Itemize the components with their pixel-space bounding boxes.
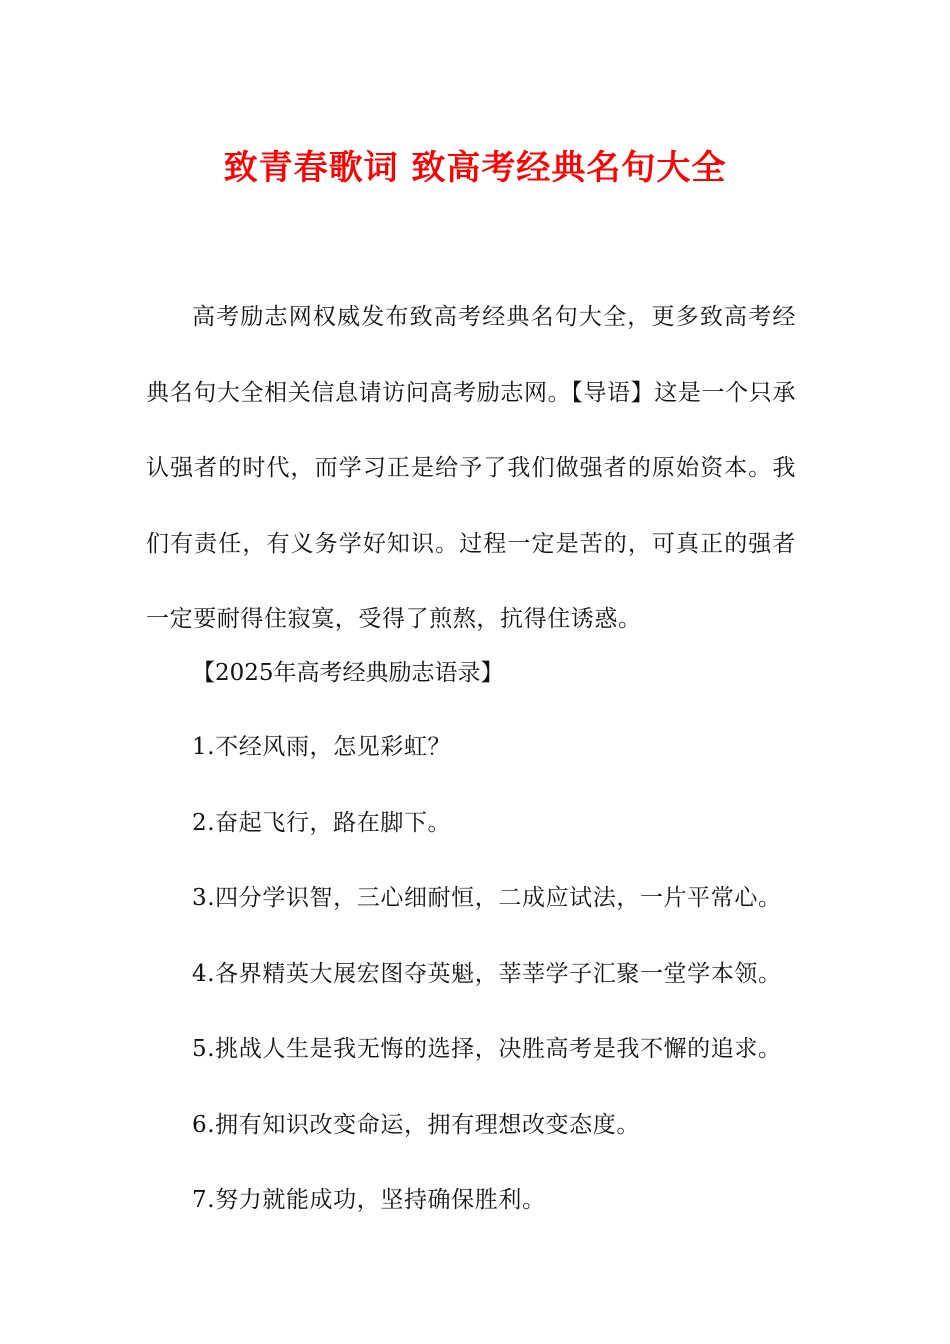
quote-list: [192, 724, 782, 1253]
intro-paragraph: 高考励志网权威发布致高考经典名句大全，更多致高考经典名句大全相关信息请访问高考励志网。【导语】这是一个只承认强者的时代，而学习正是给予了我们做强者的原始资本。我们有责任，有义务学好知识。过程一定是苦的，可真正的强者一定要耐得住寂寞，受得了煎熬，抗得住诱惑。: [146, 304, 796, 632]
quote-item-4: 4.各界精英大展宏图夺英魁，莘莘学子汇聚一堂学本领。: [192, 960, 782, 987]
quote-item-2: 2.奋起飞行，路在脚下。: [192, 809, 452, 836]
section-heading: 【2025年高考经典励志语录】: [192, 660, 504, 686]
quote-item-6: 6.拥有知识改变命运，拥有理想改变态度。: [192, 1111, 640, 1138]
quote-item-3: 3.四分学识智，三心细耐恒，二成应试法，一片平常心。: [192, 885, 782, 911]
quote-item-7: 7.努力就能成功，坚持确保胜利。: [192, 1187, 546, 1213]
page-title: 致青春歌词 致高考经典名句大全: [223, 148, 727, 188]
quote-item-1: 1.不经风雨，怎见彩虹？: [192, 734, 452, 760]
quote-item-5: 5.挑战人生是我无悔的选择，决胜高考是我不懈的追求。: [192, 1036, 782, 1062]
